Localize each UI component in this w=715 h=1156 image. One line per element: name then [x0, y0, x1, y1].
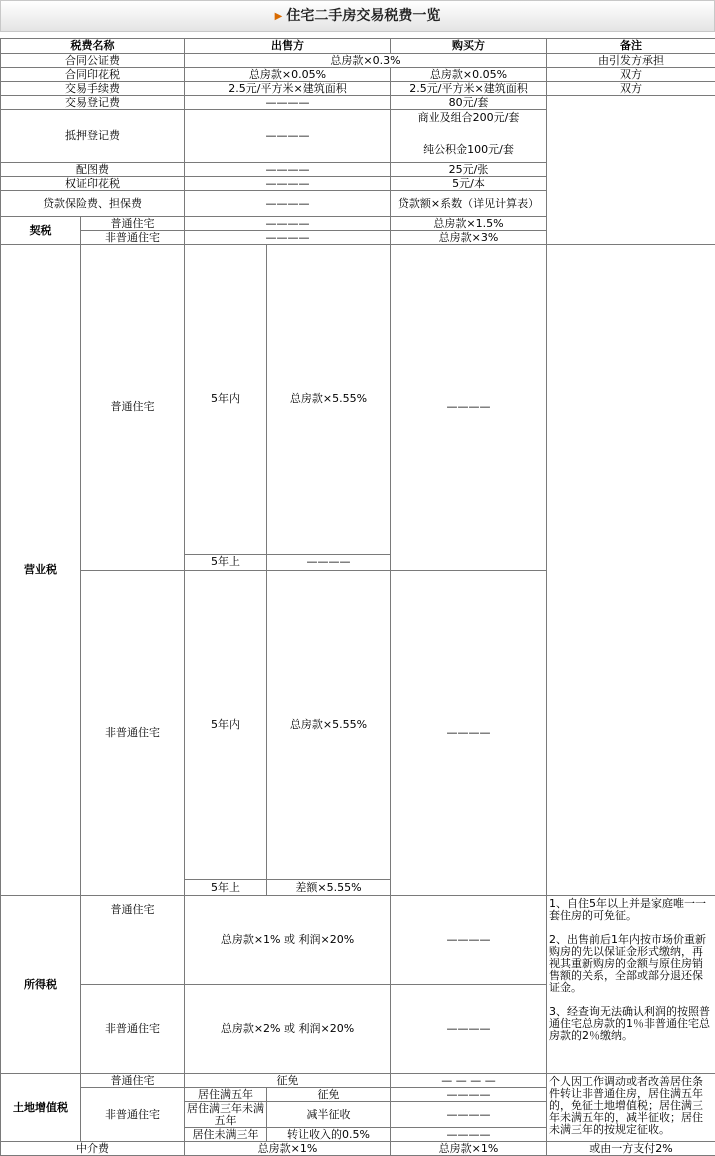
row-label: 权证印花税 [1, 177, 185, 191]
business-tax-ordinary-buyer: ———— [391, 245, 547, 571]
cert-stamp-seller: ———— [185, 177, 391, 191]
land-vat-under3: 居住未满三年 [185, 1128, 267, 1142]
mortgage-buyer [391, 110, 547, 163]
income-tax-remark-1: 1、自住5年以上并是家庭唯一一套住房的可免征。 [549, 897, 706, 922]
land-vat-under3-buyer: ———— [391, 1128, 547, 1142]
cert-stamp-buyer: 5元/本 [391, 177, 547, 191]
notary-remark: 由引发方承担 [547, 54, 715, 68]
remark-empty-cell [547, 96, 715, 245]
header-buyer: 购买方 [391, 39, 547, 54]
stamp-remark: 双方 [547, 68, 715, 82]
page-title-bar [0, 0, 715, 32]
income-tax-label: 所得税 [1, 896, 81, 1074]
notary-value: 总房款×0.3% [185, 54, 547, 68]
income-tax-ordinary-buyer: ———— [391, 896, 547, 985]
business-tax-non-ordinary-within5: 5年内 [185, 570, 267, 880]
mortgage-seller: ———— [185, 110, 391, 163]
table-row-agency [1, 1142, 715, 1156]
land-vat-under3-value: 转让收入的0.5% [267, 1128, 391, 1142]
handling-buyer: 2.5元/平方米×建筑面积 [391, 82, 547, 96]
row-label: 合同公证费 [1, 54, 185, 68]
deed-tax-ordinary-label: 普通住宅 [81, 217, 185, 231]
header-remark: 备注 [547, 39, 715, 54]
business-tax-ordinary-within5-value: 总房款×5.55% [267, 245, 391, 555]
header-name: 税费名称 [1, 39, 185, 54]
deed-tax-non-ordinary-buyer: 总房款×3% [391, 231, 547, 245]
business-tax-ordinary-over5-value: ———— [267, 554, 391, 570]
loan-insurance-seller: ———— [185, 191, 391, 217]
land-vat-label: 土地增值税 [1, 1074, 81, 1142]
business-tax-ordinary-label: 普通住宅 [81, 245, 185, 571]
loan-insurance-buyer: 贷款额×系数（详见计算表） [391, 191, 547, 217]
triangle-right-icon: ▶ [275, 11, 283, 22]
income-tax-ordinary-label: 普通住宅 [81, 896, 185, 985]
business-tax-ordinary-over5: 5年上 [185, 554, 267, 570]
table-row-handling [1, 82, 715, 96]
row-label: 抵押登记费 [1, 110, 185, 163]
drawing-seller: ———— [185, 163, 391, 177]
business-tax-non-ordinary-label: 非普通住宅 [81, 570, 185, 896]
table-header-row [1, 39, 715, 54]
row-label: 合同印花税 [1, 68, 185, 82]
table-row-registration [1, 96, 715, 110]
handling-remark: 双方 [547, 82, 715, 96]
income-tax-remark [547, 896, 715, 1074]
income-tax-remark-3: 3、经查询无法确认利润的按照普通住宅总房款的1％非普通住宅总房款的2％缴纳。 [549, 1005, 710, 1042]
income-tax-non-ordinary-seller: 总房款×2% 或 利润×20% [185, 985, 391, 1074]
table-row-business-tax-ordinary-within5 [1, 245, 715, 555]
income-tax-ordinary-seller: 总房款×1% 或 利润×20% [185, 896, 391, 985]
table-row-notary [1, 54, 715, 68]
stamp-buyer: 总房款×0.05% [391, 68, 547, 82]
row-label: 交易登记费 [1, 96, 185, 110]
land-vat-three-to-five-value: 减半征收 [267, 1102, 391, 1128]
land-vat-ordinary-label: 普通住宅 [81, 1074, 185, 1088]
handling-seller: 2.5元/平方米×建筑面积 [185, 82, 391, 96]
agency-buyer: 总房款×1% [391, 1142, 547, 1156]
business-tax-non-ordinary-over5: 5年上 [185, 880, 267, 896]
land-vat-over5-buyer: ———— [391, 1088, 547, 1102]
business-tax-label: 营业税 [1, 245, 81, 896]
drawing-buyer: 25元/张 [391, 163, 547, 177]
land-vat-over5-value: 征免 [267, 1088, 391, 1102]
business-tax-ordinary-within5: 5年内 [185, 245, 267, 555]
deed-tax-ordinary-seller: ———— [185, 217, 391, 231]
land-vat-three-to-five-buyer: ———— [391, 1102, 547, 1128]
income-tax-non-ordinary-buyer: ———— [391, 985, 547, 1074]
land-vat-three-to-five: 居住满三年未满五年 [185, 1102, 267, 1128]
land-vat-ordinary-buyer: — — — — [391, 1074, 547, 1088]
table-row-land-vat-ordinary [1, 1074, 715, 1088]
row-label: 交易手续费 [1, 82, 185, 96]
table-row-income-tax-ordinary [1, 896, 715, 985]
agency-seller: 总房款×1% [185, 1142, 391, 1156]
deed-tax-label: 契税 [1, 217, 81, 245]
deed-tax-non-ordinary-seller: ———— [185, 231, 391, 245]
income-tax-non-ordinary-label: 非普通住宅 [81, 985, 185, 1074]
deed-tax-non-ordinary-label: 非普通住宅 [81, 231, 185, 245]
land-vat-remark: 个人因工作调动或者改善居住条件转让非普通住房，居住满五年的，免征土地增值税；居住满三年未满五年的，减半征收；居住未满三年的按规定征收。 [547, 1074, 715, 1142]
business-tax-non-ordinary-buyer: ———— [391, 570, 547, 896]
deed-tax-ordinary-buyer: 总房款×1.5% [391, 217, 547, 231]
registration-buyer: 80元/套 [391, 96, 547, 110]
business-tax-non-ordinary-within5-value: 总房款×5.55% [267, 570, 391, 880]
tax-table [0, 38, 715, 1156]
row-label: 贷款保险费、担保费 [1, 191, 185, 217]
mortgage-buyer-line2: 纯公积金100元/套 [391, 144, 546, 156]
agency-remark: 或由一方支付2% [547, 1142, 715, 1156]
mortgage-buyer-line1: 商业及组合200元/套 [391, 112, 546, 124]
row-label: 配图费 [1, 163, 185, 177]
land-vat-over5: 居住满五年 [185, 1088, 267, 1102]
agency-label: 中介费 [1, 1142, 185, 1156]
income-tax-remark-2: 2、出售前后1年内按市场价重新购房的先以保证金形式缴纳，再视其重新购房的金额与原住房销售额的关系，全部或部分退还保证金。 [549, 933, 706, 994]
registration-seller: ———— [185, 96, 391, 110]
stamp-seller: 总房款×0.05% [185, 68, 391, 82]
business-tax-non-ordinary-over5-value: 差额×5.55% [267, 880, 391, 896]
land-vat-ordinary-seller: 征免 [185, 1074, 391, 1088]
header-seller: 出售方 [185, 39, 391, 54]
table-row-stamp [1, 68, 715, 82]
land-vat-non-ordinary-label: 非普通住宅 [81, 1088, 185, 1142]
page-title: 住宅二手房交易税费一览 [286, 8, 440, 24]
table-row-business-tax-non-ordinary-within5 [1, 570, 715, 880]
